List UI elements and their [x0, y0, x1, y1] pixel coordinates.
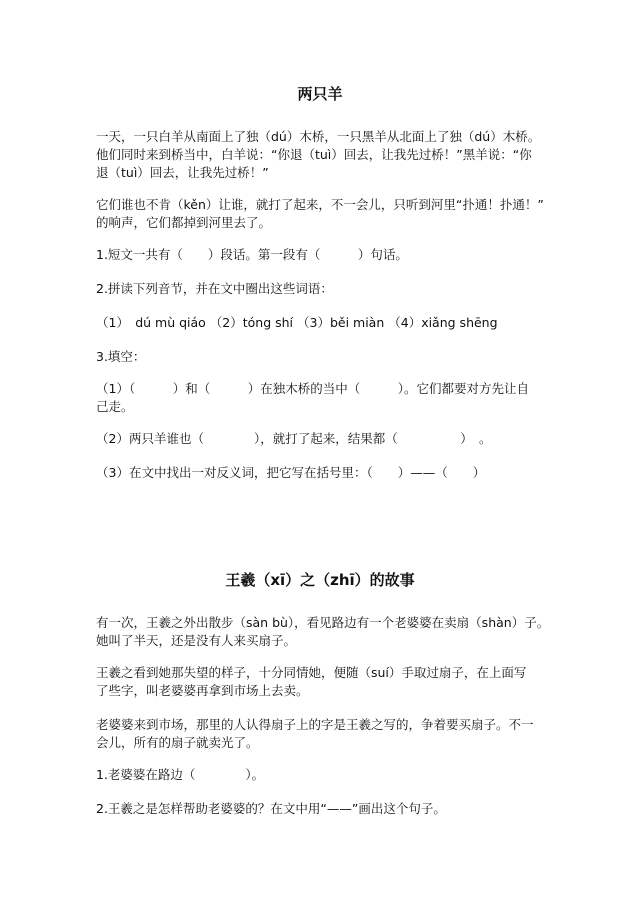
story1-title: 两只羊	[297, 85, 343, 103]
story2-paragraph3-line1: 老婆婆来到市场，那里的人认得扇子上的字是王羲之写的，争着要买扇子。不一	[96, 717, 534, 732]
story1-paragraph1-line1: 一天，一只白羊从南面上了独（dú）木桥，一只黑羊从北面上了独（dú）木桥。	[96, 129, 541, 144]
story2-paragraph2-line2: 了些字，叫老婆婆再拿到市场上去卖。	[96, 683, 309, 698]
story1-question2-items: （1） dú mù qiáo （2）tóng shí （3）běi miàn （4）xiǎng shēng	[96, 315, 498, 330]
story2-paragraph1-line2: 她叫了半天，还是没有人来买扇子。	[96, 633, 297, 648]
story1-question3-3: （3）在文中找出一对反义词，把它写在括号里：（ ）——（ ）	[96, 465, 486, 480]
story1-question3-2: （2）两只羊谁也（ ），就打了起来，结果都（ ） 。	[96, 431, 492, 446]
story1-paragraph1-line2: 他们同时来到桥当中，白羊说：“你退（tuì）回去，让我先过桥！”黑羊说：“你	[96, 147, 532, 162]
story1-paragraph2-line1: 它们谁也不肯（kěn）让谁，就打了起来，不一会儿，只听到河里“扑通！扑通！”	[96, 197, 544, 212]
story1-paragraph1-line3: 退（tuì）回去，让我先过桥！”	[96, 165, 269, 180]
story1-question1: 1.短文一共有（ ）段话。第一段有（ ）句话。	[96, 247, 408, 262]
story2-title: 王羲（xī）之（zhī）的故事	[225, 571, 415, 589]
story2-question2: 2.王羲之是怎样帮助老婆婆的？在文中用“——”画出这个句子。	[96, 801, 446, 816]
story1-question3-1-line2: 己走。	[96, 399, 134, 414]
story1-question2: 2.拼读下列音节，并在文中圈出这些词语：	[96, 281, 333, 296]
story2-paragraph1-line1: 有一次，王羲之外出散步（sàn bù），看见路边有一个老婆婆在卖扇（shàn）子。	[96, 615, 550, 630]
story2-paragraph3-line2: 会儿，所有的扇子就卖光了。	[96, 735, 259, 750]
story1-question3-1-line1: （1）（ ）和（ ）在独木桥的当中（ ）。它们都要对方先让自	[96, 381, 529, 396]
story1-question3: 3.填空：	[96, 349, 146, 364]
story2-paragraph2-line1: 王羲之看到她那失望的样子，十分同情她，便随（suí）手取过扇子，在上面写	[96, 665, 527, 680]
story1-paragraph2-line2: 的响声，它们都掉到河里去了。	[96, 215, 272, 230]
story2-question1: 1.老婆婆在路边（ ）。	[96, 767, 265, 782]
